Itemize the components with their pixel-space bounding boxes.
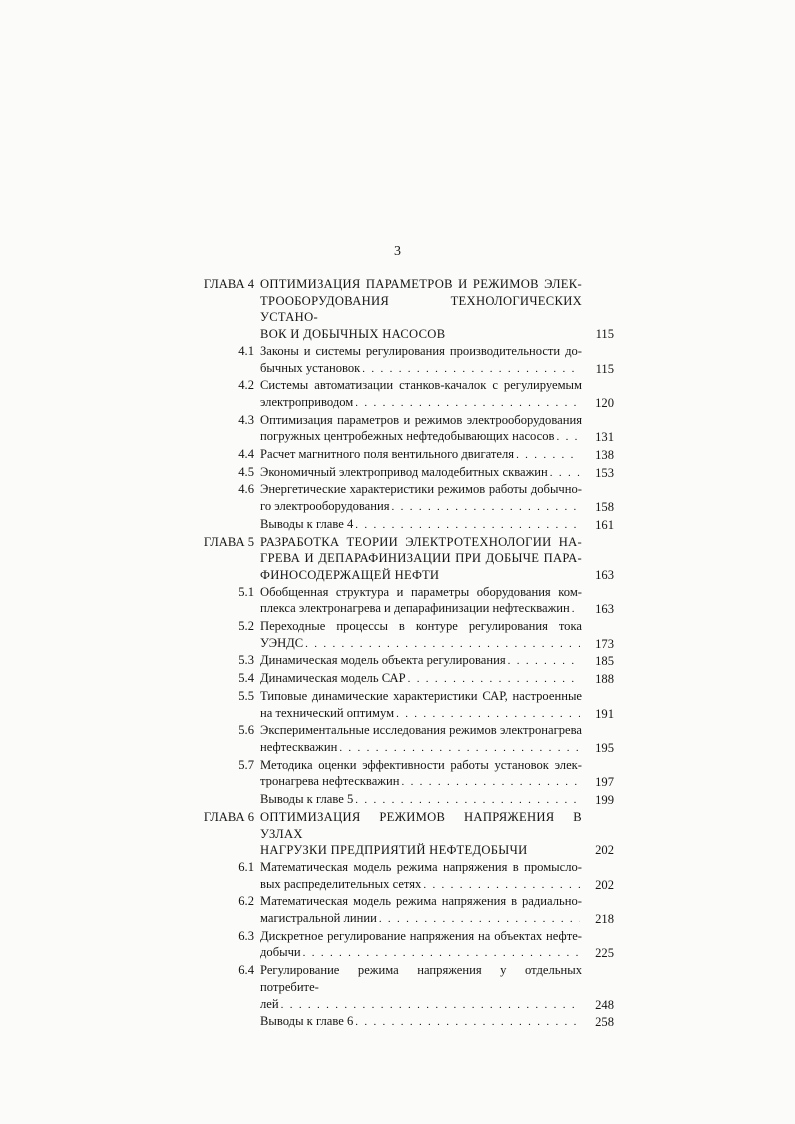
toc-entry-title-line: магистральной линии	[260, 911, 377, 926]
toc-entry-title-line: тронагрева нефтескважин	[260, 774, 400, 789]
toc-entry-number: ГЛАВА 4	[203, 277, 254, 291]
dot-leader	[401, 774, 580, 791]
toc-entry-number: 5.1	[238, 584, 254, 599]
toc-section-entry	[190, 377, 614, 411]
dot-leader	[516, 447, 580, 464]
toc-entry-title-line: ОПТИМИЗАЦИЯ РЕЖИМОВ НАПРЯЖЕНИЯ В УЗЛАХ	[260, 809, 582, 841]
toc-section-entry	[190, 584, 614, 618]
toc-page-number: 163	[595, 602, 614, 617]
toc-chapter-entry	[190, 809, 614, 859]
toc-section-entry	[190, 1013, 614, 1031]
toc-page-number: 197	[595, 775, 614, 790]
toc-section-entry	[190, 757, 614, 791]
toc-entry-title-line: на технический оптимум	[260, 705, 395, 720]
toc-section-entry	[190, 412, 614, 446]
toc-page-number: 153	[595, 465, 614, 480]
dot-leader	[355, 1014, 580, 1031]
toc-entry-title-line: УЭНДС	[260, 635, 304, 650]
toc-page-number: 195	[595, 740, 614, 755]
toc-page-number: 202	[595, 843, 614, 858]
toc-entry-number: 4.1	[238, 343, 254, 358]
toc-section-entry	[190, 670, 614, 688]
dot-leader	[392, 499, 580, 516]
toc-page-number: 158	[595, 500, 614, 515]
toc-entry-title-line: го электрооборудования	[260, 499, 390, 514]
toc-section-entry	[190, 343, 614, 377]
toc-entry-title-line: лей	[260, 996, 279, 1011]
toc-entry-number: 5.2	[238, 619, 254, 634]
toc-entry-title-line: Системы автоматизации станков-качалок с регулируемым	[260, 378, 582, 393]
toc-entry-title-line: Выводы к главе 4	[260, 516, 354, 531]
toc-section-entry	[190, 516, 614, 534]
toc-page-number: 225	[595, 946, 614, 961]
toc-section-entry	[190, 859, 614, 893]
toc-page-number: 138	[595, 448, 614, 463]
dot-leader	[303, 945, 580, 962]
toc-section-entry	[190, 688, 614, 722]
toc-entry-title-line: ВОК И ДОБЫЧНЫХ НАСОСОВ	[260, 327, 446, 342]
page-number: 3	[394, 244, 401, 259]
toc-entry-number: 4.2	[238, 378, 254, 393]
toc-entry-number: 6.2	[238, 894, 254, 909]
toc-entry-title-line: Методика оценки эффективности работы установок элек-	[260, 757, 582, 772]
toc-entry-title-line: Расчет магнитного поля вентильного двигателя	[260, 447, 515, 462]
toc-section-entry	[190, 962, 614, 1013]
dot-leader	[572, 601, 580, 618]
toc-entry-title-line: вых распределительных сетях	[260, 876, 422, 891]
toc-entry-title-line: Энергетические характеристики режимов работы добычно-	[260, 482, 582, 497]
toc-page-number: 258	[595, 1015, 614, 1030]
dot-leader	[550, 465, 580, 482]
dot-leader	[355, 517, 580, 534]
toc-entry-title-line: Дискретное регулирование напряжения на объектах нефте-	[260, 928, 582, 943]
dot-leader	[281, 997, 580, 1014]
toc-chapter-entry	[190, 276, 614, 343]
toc-entry-title-line: Регулирование режима напряжения у отдельных потребите-	[260, 963, 582, 994]
toc-section-entry	[190, 464, 614, 482]
toc-page-number: 163	[595, 567, 614, 582]
toc-entry-number: 6.4	[238, 963, 254, 978]
toc-section-entry	[190, 446, 614, 464]
toc-entry-title-line: РАЗРАБОТКА ТЕОРИИ ЭЛЕКТРОТЕХНОЛОГИИ НА-	[260, 534, 582, 549]
toc-entry-number: 5.5	[238, 688, 254, 703]
dot-leader	[556, 429, 580, 446]
toc-page-number: 248	[595, 997, 614, 1012]
toc-page-number: 199	[595, 793, 614, 808]
toc-page-number: 191	[595, 706, 614, 721]
toc-entry-title-line: нефтескважин	[260, 739, 338, 754]
toc-entry-title-line: Экспериментальные исследования режимов электронагрева	[260, 723, 582, 738]
toc-page-number: 115	[595, 361, 614, 376]
toc-entry-title-line: Обобщенная структура и параметры оборудования ком-	[260, 584, 582, 599]
toc-entry-number: 5.3	[238, 653, 254, 668]
toc-section-entry	[190, 791, 614, 809]
toc-entry-number: 6.1	[238, 859, 254, 874]
dot-leader	[355, 395, 580, 412]
dot-leader	[379, 911, 580, 928]
toc-entry-title-line: Законы и системы регулирования производительности до-	[260, 343, 582, 358]
toc-entry-title-line: Типовые динамические характеристики САР, настроенные	[260, 688, 582, 703]
toc-entry-title-line: Динамическая модель объекта регулирования	[260, 653, 506, 668]
toc-entry-number: 4.3	[238, 412, 254, 427]
toc-entry-title-line: плекса электронагрева и депарафинизации нефтескважин	[260, 601, 570, 616]
toc-entry-title-line: Выводы к главе 5	[260, 792, 354, 807]
dot-leader	[508, 653, 580, 670]
toc-entry-number: ГЛАВА 6	[203, 809, 254, 824]
toc-entry-title-line: ТРООБОРУДОВАНИЯ ТЕХНОЛОГИЧЕСКИХ УСТАНО-	[260, 293, 582, 325]
toc-entry-title-line: электроприводом	[260, 394, 354, 409]
toc-section-entry	[190, 928, 614, 962]
toc-entry-title-line: Математическая модель режима напряжения в промысло-	[260, 859, 582, 874]
toc-entry-title-line: добычи	[260, 945, 301, 960]
toc-entry-title-line: НАГРУЗКИ ПРЕДПРИЯТИЙ НЕФТЕДОБЫЧИ	[260, 843, 528, 858]
toc-entry-title-line: Оптимизация параметров и режимов электрооборудования	[260, 412, 582, 427]
dot-leader	[362, 361, 580, 378]
toc-entry-number: 5.7	[238, 757, 254, 772]
toc-page-number: 188	[595, 672, 614, 687]
toc-page-number: 173	[595, 636, 614, 651]
toc-entry-title-line: Математическая модель режима напряжения в радиально-	[260, 894, 582, 909]
toc-entry-number: 4.5	[238, 464, 254, 479]
toc-entry-title-line: погружных центробежных нефтедобывающих насосов	[260, 429, 555, 444]
toc-section-entry	[190, 722, 614, 756]
toc-entry-title-line: Переходные процессы в контуре регулирования тока	[260, 619, 582, 634]
dot-leader	[396, 706, 580, 723]
toc-entry-number: 4.6	[238, 482, 254, 497]
toc-section-entry	[190, 652, 614, 670]
table-of-contents	[190, 276, 614, 1031]
toc-entry-number: 4.4	[238, 447, 254, 462]
toc-entry-number: 5.6	[238, 723, 254, 738]
toc-entry-number: 5.4	[238, 671, 254, 686]
toc-entry-title-line: Выводы к главе 6	[260, 1014, 354, 1029]
toc-chapter-entry	[190, 534, 614, 584]
dot-leader	[355, 792, 580, 809]
toc-page-number: 161	[595, 517, 614, 532]
toc-entry-title-line: Динамическая модель САР	[260, 671, 406, 686]
toc-entry-title-line: Экономичный электропривод малодебитных скважин	[260, 464, 548, 479]
dot-leader	[339, 740, 580, 757]
dot-leader	[408, 671, 580, 688]
toc-entry-title-line: ГРЕВА И ДЕПАРАФИНИЗАЦИИ ПРИ ДОБЫЧЕ ПАРА-	[260, 551, 582, 566]
toc-page-number: 202	[595, 877, 614, 892]
dot-leader	[305, 636, 580, 653]
toc-page-number: 115	[595, 327, 614, 342]
toc-page-number: 120	[595, 395, 614, 410]
dot-leader	[423, 877, 580, 894]
toc-page-number: 218	[595, 912, 614, 927]
toc-section-entry	[190, 481, 614, 515]
toc-page-number: 185	[595, 654, 614, 669]
toc-entry-title-line: бычных установок	[260, 360, 361, 375]
toc-entry-title-line: ОПТИМИЗАЦИЯ ПАРАМЕТРОВ И РЕЖИМОВ ЭЛЕК-	[260, 277, 582, 291]
toc-section-entry	[190, 618, 614, 652]
toc-entry-title-line: ФИНОСОДЕРЖАЩЕЙ НЕФТИ	[260, 567, 440, 582]
toc-section-entry	[190, 893, 614, 927]
toc-entry-number: 6.3	[238, 928, 254, 943]
toc-entry-number: ГЛАВА 5	[203, 534, 254, 549]
toc-page-number: 131	[595, 430, 614, 445]
